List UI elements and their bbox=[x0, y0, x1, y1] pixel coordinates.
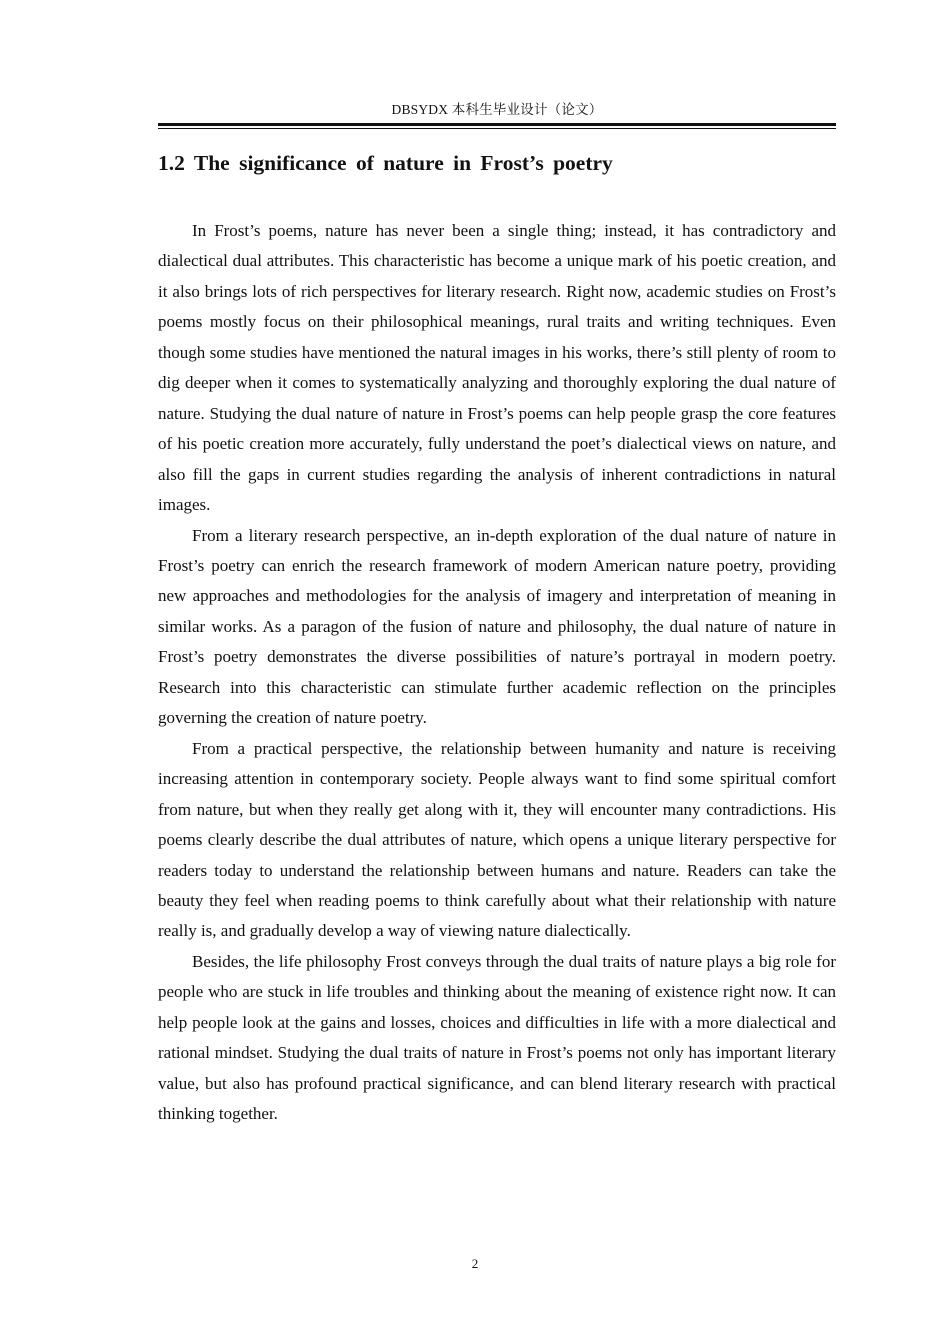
running-header: DBSYDX 本科生毕业设计（论文） bbox=[391, 102, 603, 117]
paragraph-1: In Frost’s poems, nature has never been a single thing; instead, it has contradictory and dialectical dual attributes. This characteristic has become a unique mark of his poetic creation, and it also brings lots of rich perspectives for literary research. Right now, academic studies on Frost’s poems mostly focus on their philosophical meanings, rural traits and writing techniques. Even though some studies have mentioned the natural images in his works, there’s still plenty of room to dig deeper when it comes to systematically analyzing and thoroughly exploring the dual nature of nature. Studying the dual nature of nature in Frost’s poems can help people grasp the core features of his poetic creation more accurately, fully understand the poet’s dialectical views on nature, and also fill the gaps in current studies regarding the analysis of inherent contradictions in natural images. bbox=[158, 221, 836, 515]
paragraph-2: From a literary research perspective, an in-depth exploration of the dual nature of nature in Frost’s poetry can enrich the research framework of modern American nature poetry, providing new approaches and methodologies for the analysis of imagery and interpretation of meaning in similar works. As a paragon of the fusion of nature and philosophy, the dual nature of nature in Frost’s poetry demonstrates the diverse possibilities of nature’s portrayal in modern poetry. Research into this characteristic can stimulate further academic reflection on the principles governing the creation of nature poetry. bbox=[158, 525, 836, 728]
paragraph-4: Besides, the life philosophy Frost conveys through the dual traits of nature plays a big role for people who are stuck in life troubles and thinking about the meaning of existence right now. It can help people look at the gains and losses, choices and difficulties in life with a more dialectical and rational mindset. Studying the dual traits of nature in Frost’s poems not only has important literary value, but also has profound practical significance, and can blend literary research with practical thinking together. bbox=[158, 951, 836, 1124]
body-text bbox=[158, 216, 836, 1130]
section-heading: 1.2 The significance of nature in Frost’s poetry bbox=[158, 151, 613, 175]
page-number: 2 bbox=[471, 1256, 479, 1271]
paragraph-3: From a practical perspective, the relationship between humanity and nature is receiving increasing attention in contemporary society. People always want to find some spiritual comfort from nature, but when they really get along with it, they will encounter many contradictions. His poems clearly describe the dual attributes of nature, which opens a unique literary perspective for readers today to understand the relationship between humans and nature. Readers can take the beauty they feel when reading poems to think carefully about what their relationship with nature really is, and gradually develop a way of viewing nature dialectically. bbox=[158, 738, 836, 941]
header-double-rule bbox=[158, 123, 836, 129]
